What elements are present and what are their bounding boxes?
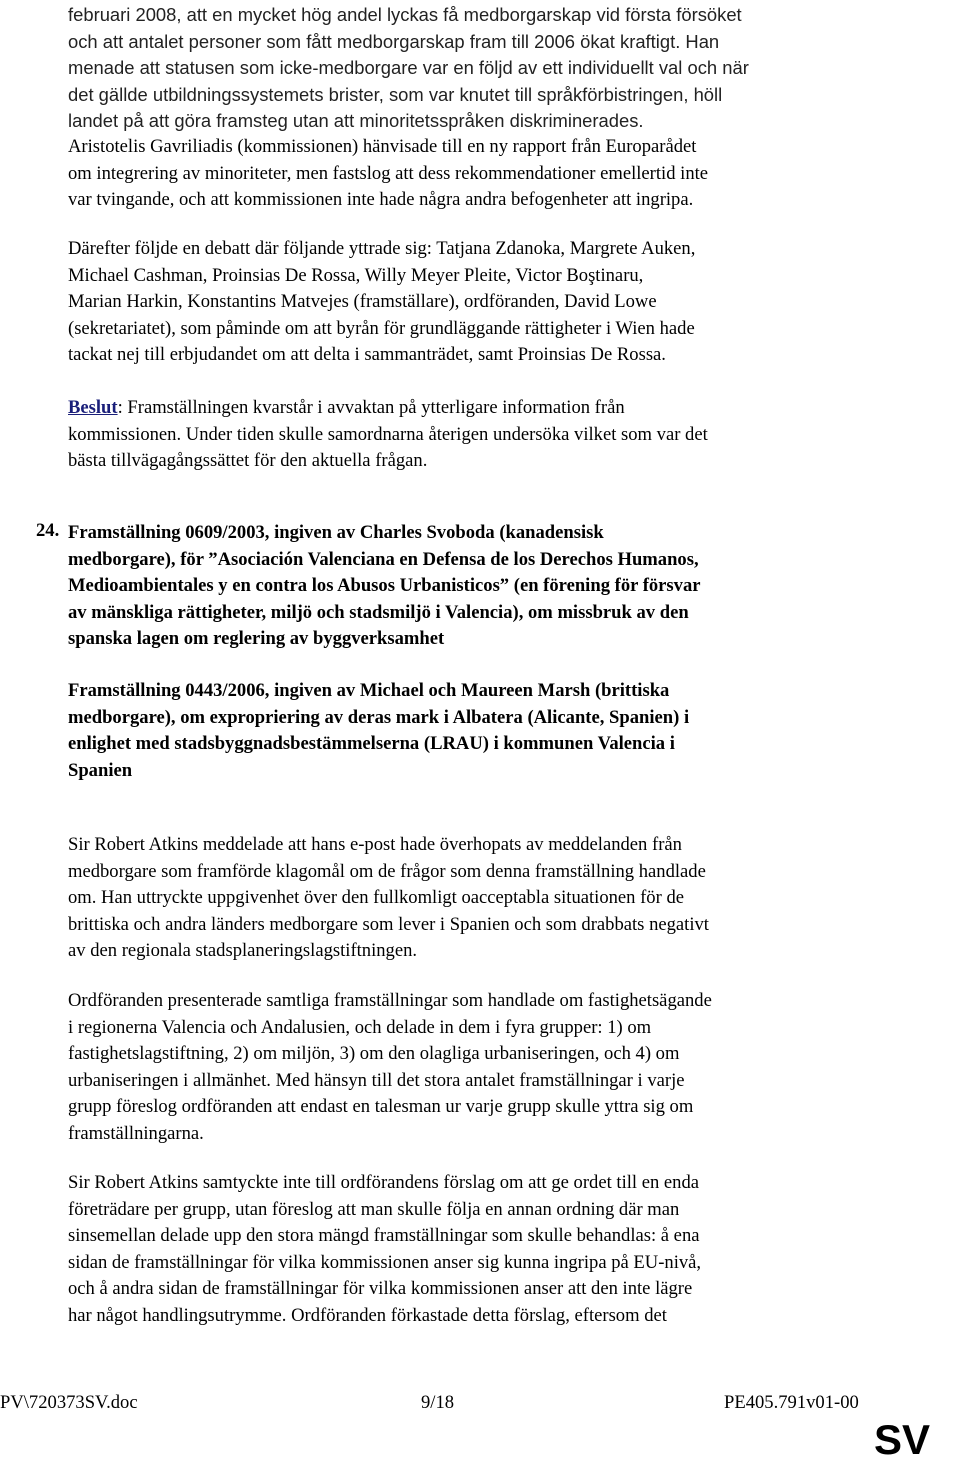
heading-petition-0443-2006 xyxy=(68,678,888,784)
paragraph-atkins-email xyxy=(68,832,888,965)
text-line: företrädare per grupp, utan föreslog att man skulle följa en annan ordning där man xyxy=(68,1198,680,1220)
text-line: Sir Robert Atkins samtyckte inte till ordförandens förslag om att ge ordet till en enda xyxy=(68,1172,700,1193)
text-line: spanska lagen om reglering av byggverksamhet xyxy=(68,628,445,649)
text-line: var tvingande, och att kommissionen inte hade några andra befogenheter att ingripa. xyxy=(68,189,694,210)
text-line: tackat nej till erbjudandet om att delta i sammanträdet, samt Proinsias De Rossa. xyxy=(68,344,666,365)
text-line: menade att statusen som icke-medborgare var en följd av ett individuellt val och när xyxy=(68,57,749,78)
text-line: Därefter följde en debatt där följande yttrade sig: Tatjana Zdanoka, Margrete Auken, xyxy=(68,238,696,259)
decision-text: : Framställningen kvarstår i avvaktan på ytterligare information från xyxy=(117,397,625,418)
text-line: medborgare), om expropriering av deras mark i Albatera (Alicante, Spanien) i xyxy=(68,706,690,728)
text-line: Marian Harkin, Konstantins Matvejes (framställare), ordföranden, David Lowe xyxy=(68,291,657,312)
text-line: Ordföranden presenterade samtliga framställningar som handlade om fastighetsägande xyxy=(68,990,712,1011)
text-line: och å andra sidan de framställningar för vilka kommissionen anser att den inte lägre xyxy=(68,1278,693,1299)
footer-pe-ref: PE405.791v01-00 xyxy=(724,1392,859,1413)
text-line: har något handlingsutrymme. Ordföranden förkastade detta förslag, eftersom det xyxy=(68,1304,667,1326)
text-line: fastighetslagstiftning, 2) om miljön, 3) om den olagliga urbaniseringen, och 4) om xyxy=(68,1043,680,1064)
paragraph-atkins-objection xyxy=(68,1170,888,1329)
text-line: kommissionen. Under tiden skulle samordnarna återigen undersöka vilket som var det xyxy=(68,423,708,445)
text-line: Medioambientales y en contra los Abusos Urbanisticos” (en förening för försvar xyxy=(68,575,701,596)
heading-petition-0609-2003 xyxy=(68,520,888,653)
text-line: urbaniseringen i allmänhet. Med hänsyn till det stora antalet framställningar i varje xyxy=(68,1069,685,1091)
item-number: 24. xyxy=(36,520,60,541)
decision-label: Beslut xyxy=(68,397,118,418)
paragraph-commission xyxy=(68,134,888,214)
text-line: medborgare), för ”Asociación Valenciana en Defensa de los Derechos Humanos, xyxy=(68,548,699,570)
text-line: enlighet med stadsbyggnadsbestämmelserna (LRAU) i kommunen Valencia i xyxy=(68,733,675,754)
text-line: (sekretariatet), som påminde om att byrån för grundläggande rättigheter i Wien hade xyxy=(68,317,695,339)
text-line: Sir Robert Atkins meddelade att hans e-post hade överhopats av meddelanden från xyxy=(68,834,682,855)
text-line: framställningarna. xyxy=(68,1122,204,1144)
text-line: Framställning 0443/2006, ingiven av Michael och Maureen Marsh (brittiska xyxy=(68,680,670,701)
text-line: Michael Cashman, Proinsias De Rossa, Willy Meyer Pleite, Victor Boştinaru, xyxy=(68,264,644,286)
text-line: Framställning 0609/2003, ingiven av Charles Svoboda (kanadensisk xyxy=(68,522,604,543)
text-line: landet på att göra framsteg utan att minoritetsspråken diskriminerades. xyxy=(68,110,644,131)
text-line: brittiska och andra länders medborgare som lever i Spanien och som drabbats negativt xyxy=(68,913,709,935)
text-line: av mänskliga rättigheter, miljö och stadsmiljö i Valencia), om missbruk av den xyxy=(68,601,689,623)
text-line: Spanien xyxy=(68,759,133,781)
text-line: och att antalet personer som fått medborgarskap fram till 2006 ökat kraftigt. Han xyxy=(68,30,720,52)
text-line: bästa tillvägagångssättet för den aktuella frågan. xyxy=(68,450,428,471)
text-line: om. Han uttryckte uppgivenhet över den fullkomligt oacceptabla situationen för de xyxy=(68,887,684,908)
text-line: det gällde utbildningssystemets brister, som var knutet till språkförbistringen, höll xyxy=(68,83,723,105)
footer-language-code: SV xyxy=(873,1416,930,1463)
text-line: av den regionala stadsplaneringslagstiftningen. xyxy=(68,940,418,961)
text-line: grupp föreslog ordföranden att endast en talesman ur varje grupp skulle yttra sig om xyxy=(68,1096,694,1117)
text-line: medborgare som framförde klagomål om de frågor som denna framställning handlade xyxy=(68,860,706,882)
paragraph-chair-groups xyxy=(68,988,888,1147)
text-line: Aristotelis Gavriliadis (kommissionen) hänvisade till en ny rapport från Europarådet xyxy=(68,136,697,157)
paragraph-decision xyxy=(68,395,888,475)
text-line: februari 2008, att en mycket hög andel lyckas få medborgarskap vid första försöket xyxy=(68,4,742,25)
paragraph-debate xyxy=(68,236,888,369)
footer-page-number: 9/18 xyxy=(421,1392,455,1413)
text-line: i regionerna Valencia och Andalusien, och delade in dem i fyra grupper: 1) om xyxy=(68,1016,652,1038)
text-line: sidan de framställningar för vilka kommissionen anser sig kunna ingripa på EU-nivå, xyxy=(68,1251,702,1273)
text-line: om integrering av minoriteter, men fastslog att dess rekommendationer emellertid inte xyxy=(68,162,709,184)
text-line: sinsemellan delade upp den stora mängd framställningar som skulle behandlas: å ena xyxy=(68,1225,700,1246)
footer-doc-ref: PV\720373SV.doc xyxy=(0,1392,138,1413)
text-line xyxy=(68,395,888,422)
paragraph-minority-languages xyxy=(68,2,888,135)
